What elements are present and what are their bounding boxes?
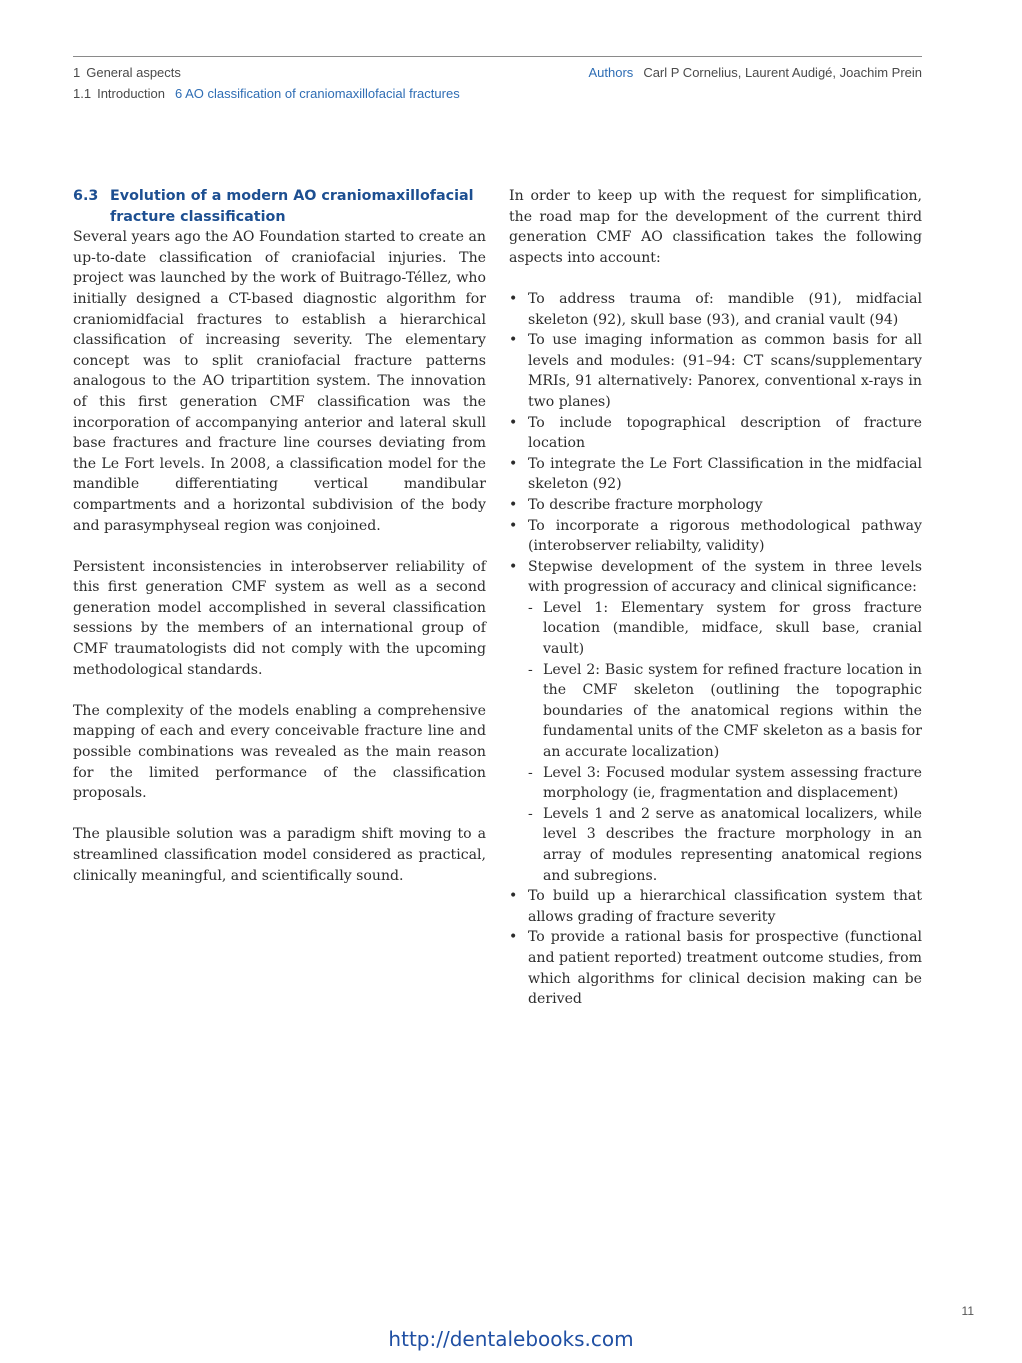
header-chapter <box>73 64 181 81</box>
sub-list-item: - Level 2: Basic system for refined fracture location in the CMF skeleton (outlining the topographic boundaries of the anatomical regions within the fundamental units of the CMF skeleton as a basis for an accurate localization) <box>528 660 922 763</box>
sub-list-item: - Levels 1 and 2 serve as anatomical localizers, while level 3 describes the fracture morphology in an array of modules representing anatomical regions and subregions. <box>528 804 922 886</box>
paragraph: Several years ago the AO Foundation started to create an up-to-date classification of craniofacial injuries. The project was launched by the work of Buitrago-Téllez, who initially designed a CT-based diagnostic algorithm for craniomidfacial fractures to establish a hierarchical classification of increasing severity. The elementary concept was to split craniofacial fracture patterns analogous to the AO tripartition system. The innovation of this first generation CMF classification was the incorporation of accompanying anterior and lateral skull base fractures and fracture line courses deviating from the Le Fort levels. In 2008, a classification model for the mandible differentiating vertical mandibular compartments and a horizontal subdivision of the body and parasymphyseal region was conjoined. <box>73 229 486 534</box>
page-number: 11 <box>961 1304 974 1318</box>
header-breadcrumb <box>73 85 460 102</box>
list-item: • To use imaging information as common basis for all levels and modules: (91–94: CT scans/supplementary MRIs, 91 alternatively: Panorex, conventional x-rays in two planes) <box>509 330 922 412</box>
list-item: • To address trauma of: mandible (91), midfacial skeleton (92), skull base (93), and cranial vault (94) <box>509 289 922 330</box>
levels-sublist <box>528 598 922 886</box>
header-rule <box>73 56 922 57</box>
list-item-levels <box>509 557 922 887</box>
chapter-title: General aspects <box>86 65 181 80</box>
sub-list-item: - Level 1: Elementary system for gross fracture location (mandible, midface, skull base, cranial vault) <box>528 598 922 660</box>
authors-label: Authors <box>588 65 634 80</box>
sub-list-item: - Level 3: Focused modular system assessing fracture morphology (ie, fragmentation and displacement) <box>528 763 922 804</box>
list-item-text: Stepwise development of the system in three levels with progression of accuracy and clinical significance: <box>528 558 922 596</box>
chapter-number: 1 <box>73 65 81 80</box>
authors-names: Carl P Cornelius, Laurent Audigé, Joachim Prein <box>643 65 922 80</box>
right-column <box>509 186 922 1010</box>
left-column <box>73 186 486 886</box>
list-item: • To provide a rational basis for prospective (functional and patient reported) treatment outcome studies, from which algorithms for clinical decision making can be derived <box>509 927 922 1009</box>
intro-paragraph: In order to keep up with the request for simplification, the road map for the development of the current third generation CMF AO classification takes the following aspects into account: <box>509 188 922 266</box>
list-item: • To describe fracture morphology <box>509 495 922 516</box>
list-item: • To include topographical description of fracture location <box>509 413 922 454</box>
paragraph: The plausible solution was a paradigm shift moving to a streamlined classification model considered as practical, clinically meaningful, and scientifically sound. <box>73 826 486 884</box>
footer-link[interactable]: http://dentalebooks.com <box>388 1327 634 1351</box>
header-authors <box>589 64 923 81</box>
section-heading-title: Evolution of a modern AO craniomaxillofacial fracture classification <box>110 188 474 225</box>
section-title: Introduction <box>97 86 166 101</box>
paragraph: Persistent inconsistencies in interobserver reliability of this first generation CMF system as well as a second generation model accomplished in several classification sessions by the members of an international group of CMF traumatologists did not comply with the upcoming methodological standards. <box>73 558 486 678</box>
section-number: 1.1 <box>73 86 92 101</box>
aspects-list <box>509 289 922 1010</box>
section-heading-number: 6.3 <box>73 188 99 204</box>
subsection-title: 6 AO classification of craniomaxillofacial fractures <box>175 86 460 101</box>
list-item: • To integrate the Le Fort Classification in the midfacial skeleton (92) <box>509 454 922 495</box>
section-heading <box>73 186 486 227</box>
list-item: • To incorporate a rigorous methodological pathway (interobserver reliabilty, validity) <box>509 516 922 557</box>
list-item: • To build up a hierarchical classification system that allows grading of fracture severity <box>509 886 922 927</box>
paragraph: The complexity of the models enabling a comprehensive mapping of each and every conceivable fracture line and possible combinations was revealed as the main reason for the limited performance of the classification proposals. <box>73 702 486 802</box>
